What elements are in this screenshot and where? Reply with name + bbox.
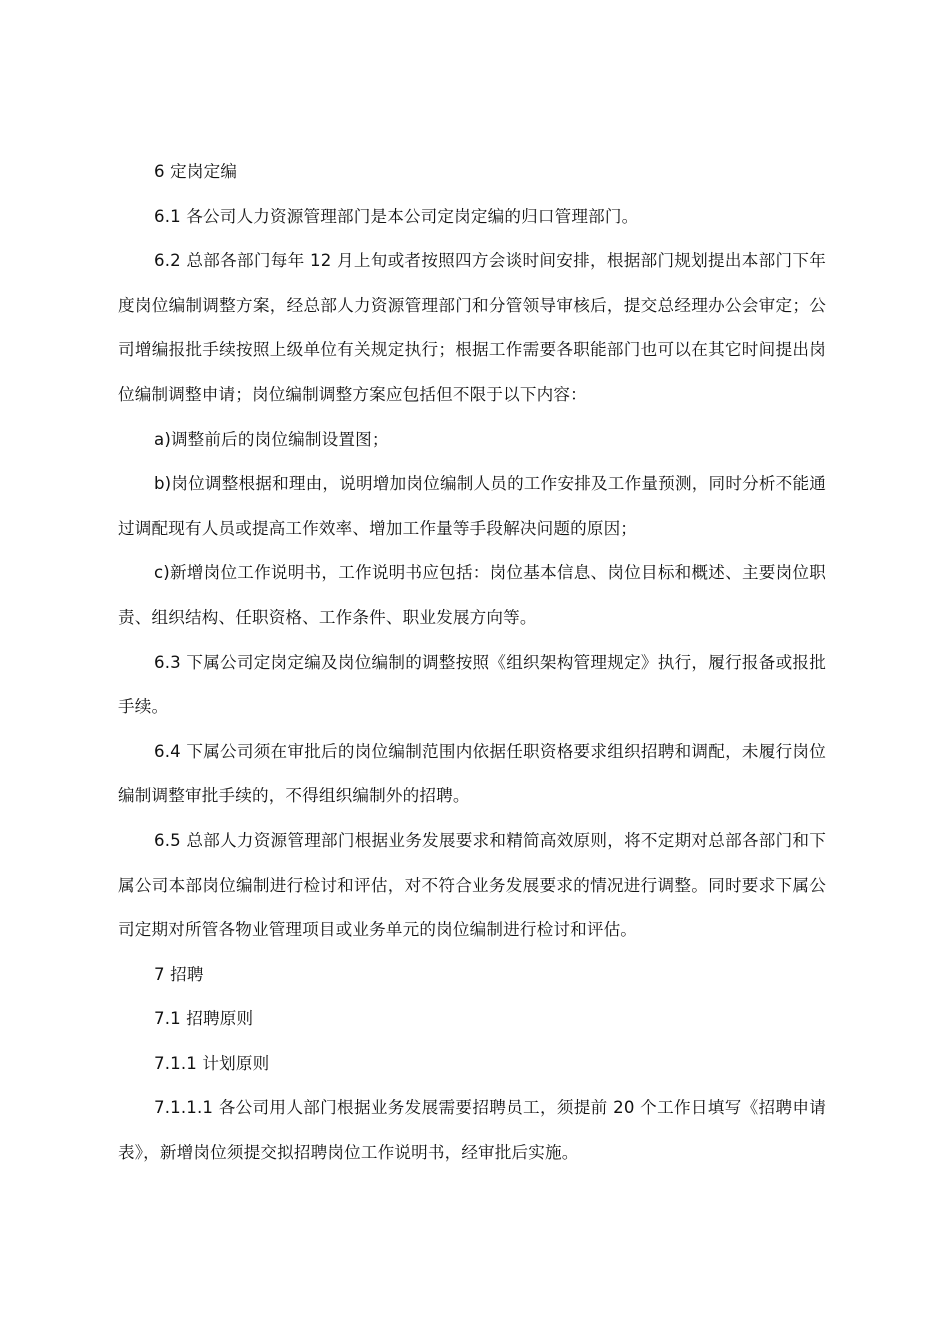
subheading-7-1-1: 7.1.1 计划原则 [154, 1053, 270, 1073]
section-heading-6: 6 定岗定编 [154, 162, 238, 181]
paragraph-6-3: 6.3 下属公司定岗定编及岗位编制的调整按照《组织架构管理规定》执行，履行报备或报批手续。 [118, 652, 826, 717]
paragraph-6-4: 6.4 下属公司须在审批后的岗位编制范围内依据任职资格要求组织招聘和调配，未履行岗位编制调整审批手续的，不得组织编制外的招聘。 [118, 741, 826, 806]
list-item-b: b)岗位调整根据和理由，说明增加岗位编制人员的工作安排及工作量预测，同时分析不能通过调配现有人员或提高工作效率、增加工作量等手段解决问题的原因； [118, 474, 826, 538]
subheading-7-1: 7.1 招聘原则 [154, 1009, 254, 1029]
paragraph-6-5: 6.5 总部人力资源管理部门根据业务发展要求和精简高效原则，将不定期对总部各部门和下属公司本部岗位编制进行检讨和评估，对不符合业务发展要求的情况进行调整。同时要求下属公司定期对所管各物业管理项目或业务单元的岗位编制进行检讨和评估。 [118, 830, 826, 940]
section-heading-7: 7 招聘 [154, 964, 204, 984]
paragraph-7-1-1-1: 7.1.1.1 各公司用人部门根据业务发展需要招聘员工，须提前 20 个工作日填写《招聘申请表》，新增岗位须提交拟招聘岗位工作说明书，经审批后实施。 [118, 1098, 826, 1163]
list-item-a: a)调整前后的岗位编制设置图； [154, 429, 389, 449]
document-body [118, 150, 826, 1176]
list-item-c: c)新增岗位工作说明书，工作说明书应包括：岗位基本信息、岗位目标和概述、主要岗位职责、组织结构、任职资格、工作条件、职业发展方向等。 [118, 563, 826, 627]
paragraph-6-1: 6.1 各公司人力资源管理部门是本公司定岗定编的归口管理部门。 [154, 206, 639, 226]
paragraph-6-2: 6.2 总部各部门每年 12 月上旬或者按照四方会谈时间安排，根据部门规划提出本部门下年度岗位编制调整方案，经总部人力资源管理部门和分管领导审核后，提交总经理办公会审定；公司增编报批手续按照上级单位有关规定执行；根据工作需要各职能部门也可以在其它时间提出岗位编制调整申请；岗位编制调整方案应包括但不限于以下内容： [118, 251, 826, 404]
